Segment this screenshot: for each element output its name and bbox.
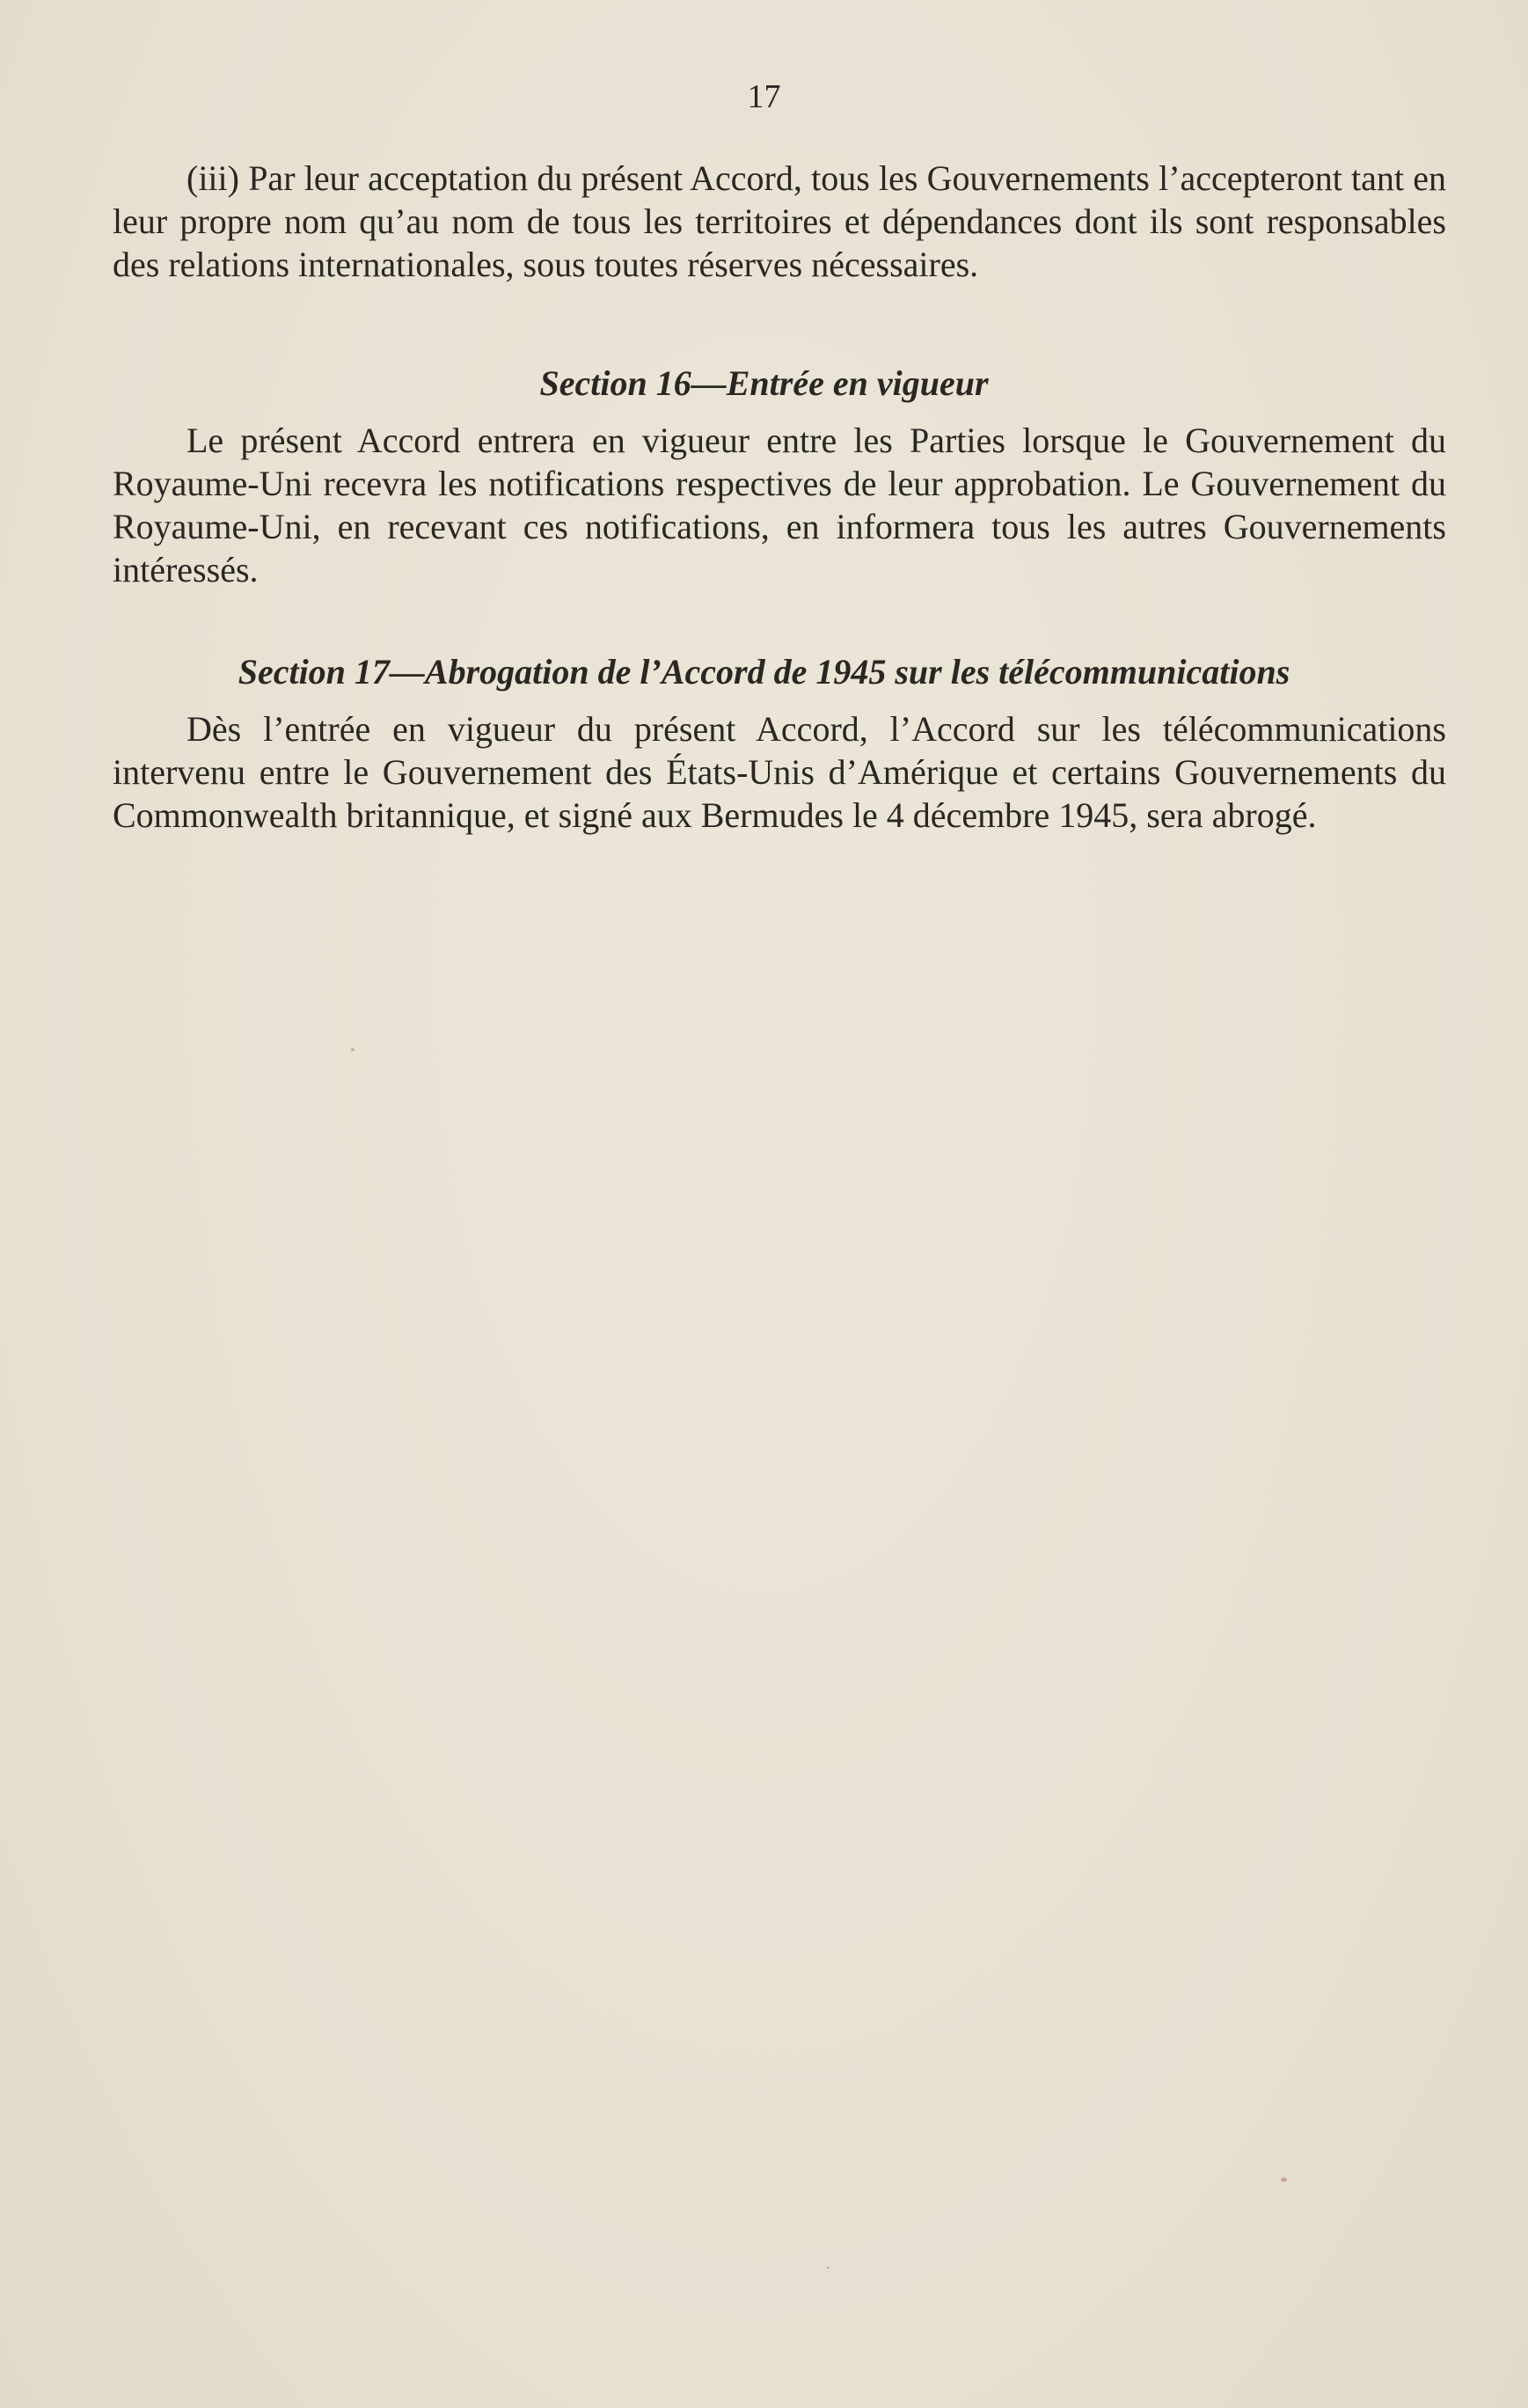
page-number: 17 <box>747 78 781 115</box>
paper-speck <box>351 1048 355 1051</box>
section-17-heading: Section 17—Abrogation de l’Accord de 1945 sur les télécommunications <box>238 652 1290 692</box>
section-16-body: Le présent Accord entrera en vigueur entre les Parties lorsque le Gouvernement du Royaume-Uni recevra les notifications respectives de leur approbation. Le Gouvernement du Royaume-Uni, en recevant ces notifications, en informera tous les autres Gouvernements intéressés. <box>113 421 1446 589</box>
paper-speck <box>827 2266 830 2269</box>
section-16-heading: Section 16—Entrée en vigueur <box>539 363 989 403</box>
paragraph-iii: (iii) Par leur acceptation du présent Accord, tous les Gouvernements l’accepteront tant en leur propre nom qu’au nom de tous les territoires et dépendances dont ils sont responsables des relations internationales, sous toutes réserves nécessaires. <box>113 158 1446 284</box>
paper-speck <box>1281 2177 1287 2182</box>
section-17-body: Dès l’entrée en vigueur du présent Accord, l’Accord sur les télécommunications intervenu entre le Gouvernement des États-Unis d’Amérique et certains Gouvernements du Commonwealth britannique, et signé aux Bermudes le 4 décembre 1945, sera abrogé. <box>113 709 1446 835</box>
